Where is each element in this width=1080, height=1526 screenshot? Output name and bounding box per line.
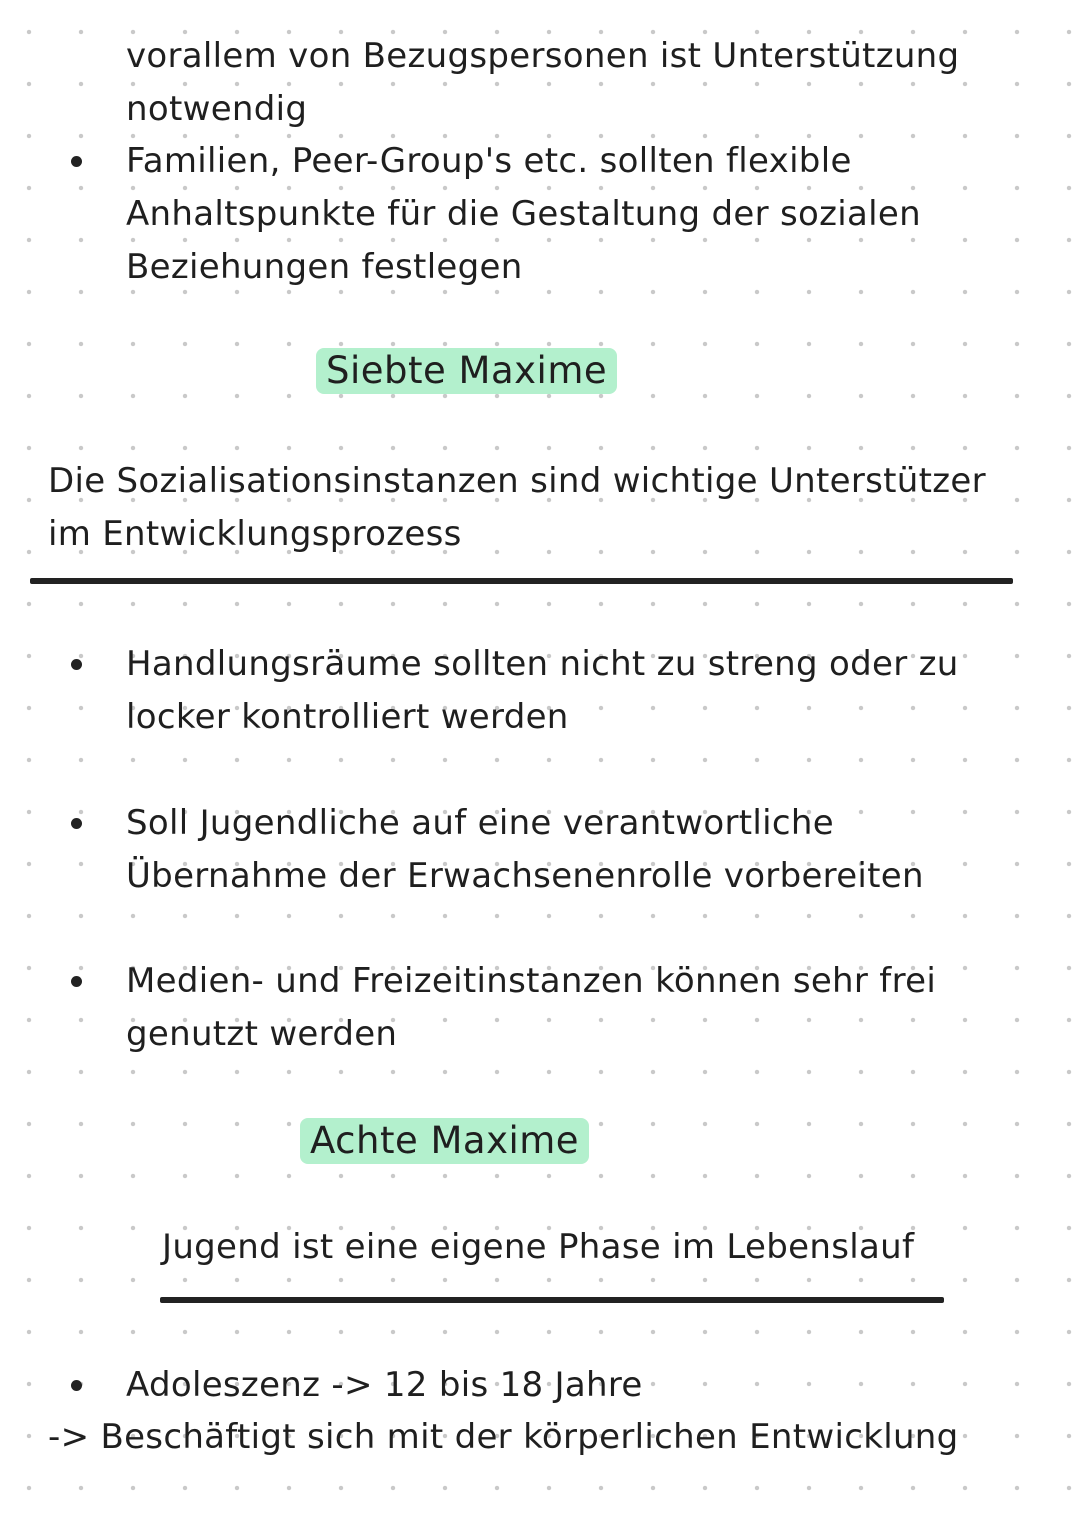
bullet-text-line: Adoleszenz -> 12 bis 18 Jahre xyxy=(126,1365,643,1405)
bullet-text-line: Soll Jugendliche auf eine verantwortliche xyxy=(126,803,834,843)
maxim-statement-line: im Entwicklungsprozess xyxy=(48,514,462,554)
divider-rule xyxy=(160,1297,944,1303)
bullet-dot xyxy=(71,659,82,670)
bullet-dot xyxy=(71,1380,82,1391)
bullet-text-line: Handlungsräume sollten nicht zu streng oder zu xyxy=(126,644,959,684)
arrow-text-line: -> Beschäftigt sich mit der körperlichen Entwicklung xyxy=(48,1417,959,1457)
divider-rule xyxy=(30,578,1013,584)
bullet-dot xyxy=(71,818,82,829)
maxim-statement-line: Jugend ist eine eigene Phase im Lebenslauf xyxy=(162,1227,915,1267)
maxim-heading-siebte: Siebte Maxime xyxy=(316,348,617,394)
bullet-text-line: genutzt werden xyxy=(126,1014,398,1054)
bullet-text-line: Medien- und Freizeitinstanzen können sehr frei xyxy=(126,961,937,1001)
bullet-text-line: Übernahme der Erwachsenenrolle vorbereiten xyxy=(126,856,924,896)
maxim-heading-achte: Achte Maxime xyxy=(300,1118,589,1164)
continuation-line-1: vorallem von Bezugspersonen ist Unterstützung xyxy=(126,36,960,76)
bullet-dot xyxy=(71,976,82,987)
bullet-text-line: Beziehungen festlegen xyxy=(126,247,523,287)
bullet-dot xyxy=(71,156,82,167)
bullet-text-line: Anhaltspunkte für die Gestaltung der sozialen xyxy=(126,194,921,234)
maxim-statement-line: Die Sozialisationsinstanzen sind wichtige Unterstützer xyxy=(48,461,986,501)
bullet-text-line: locker kontrolliert werden xyxy=(126,697,569,737)
continuation-line-2: notwendig xyxy=(126,89,308,129)
bullet-text-line: Familien, Peer-Group's etc. sollten flexible xyxy=(126,141,852,181)
